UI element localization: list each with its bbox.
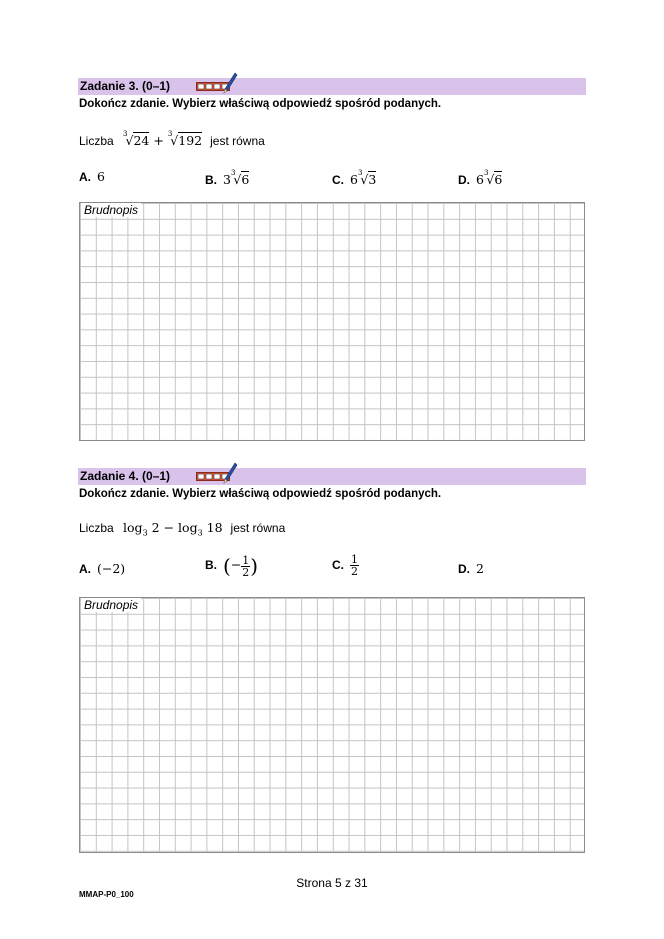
- log: log: [178, 520, 198, 535]
- task-4-title: Zadanie 4. (0–1): [80, 469, 171, 483]
- sign: −: [230, 557, 242, 573]
- answer-value: [223, 169, 250, 187]
- pen-icon: [222, 72, 238, 94]
- denominator: 2: [242, 565, 250, 579]
- page-number: Strona 5 z 31: [296, 876, 368, 890]
- radical-sign: √: [233, 172, 242, 187]
- log: log: [123, 520, 143, 535]
- numerator: 1: [351, 553, 358, 566]
- paren-open: (: [223, 554, 231, 578]
- log-argument: 18: [206, 520, 223, 535]
- task-3-instruction: Dokończ zdanie. Wybierz właściwą odpowiedź spośród podanych.: [79, 98, 442, 110]
- answer-letter: D.: [458, 173, 470, 187]
- radical-sign: √: [360, 172, 369, 187]
- task-3-scratch-grid[interactable]: [79, 202, 585, 441]
- root-index: 3: [483, 169, 489, 177]
- log-argument: 2: [151, 520, 160, 535]
- task-3-answer-a[interactable]: [79, 169, 105, 184]
- task-3-title: Zadanie 3. (0–1): [80, 79, 171, 93]
- operator: +: [153, 133, 164, 148]
- task-3-answer-c[interactable]: [332, 169, 376, 187]
- radical-sign: √: [170, 133, 179, 148]
- coef: 6: [476, 172, 484, 187]
- root-index: 3: [123, 130, 128, 138]
- denominator: 2: [351, 565, 358, 578]
- answer-value: [350, 169, 377, 187]
- fraction: [241, 555, 250, 578]
- answer-letter: A.: [79, 170, 91, 184]
- radicand: 3: [368, 172, 377, 187]
- radical-sign: √: [125, 133, 134, 148]
- paren-close: ): [250, 554, 259, 578]
- task-4-answer-d[interactable]: [458, 561, 484, 576]
- answer-letter: D.: [458, 562, 470, 576]
- task-3-answer-d[interactable]: [458, 169, 502, 187]
- scratch-label: Brudnopis: [81, 203, 141, 217]
- task-4-answer-c[interactable]: [332, 554, 359, 577]
- log-base: 3: [197, 528, 203, 538]
- radicand: 6: [241, 172, 250, 187]
- coef: 3: [223, 172, 231, 187]
- scratch-label: Brudnopis: [81, 598, 141, 612]
- task-4-prompt: [79, 520, 285, 538]
- task-3-header: [78, 78, 586, 95]
- task-4-header: [78, 468, 586, 485]
- pen-icon: [222, 462, 238, 484]
- task-4-prompt-prefix: Liczba: [79, 521, 114, 535]
- task-4-answer-a[interactable]: [79, 561, 125, 576]
- task-3-prompt-suffix: jest równa: [210, 134, 265, 148]
- numerator: 1: [242, 553, 250, 567]
- radicand: 6: [494, 172, 503, 187]
- task-3-prompt-prefix: Liczba: [79, 134, 114, 148]
- answer-value: 2: [476, 561, 484, 576]
- fraction: [350, 554, 359, 577]
- log-base: 3: [142, 528, 148, 538]
- radical-sign: √: [486, 172, 495, 187]
- task-4-answer-b[interactable]: [205, 554, 258, 578]
- radicand: 24: [133, 133, 150, 148]
- answer-value: [476, 169, 503, 187]
- root-index: 3: [357, 169, 363, 177]
- task-4-expression: [123, 520, 227, 538]
- answer-letter: B.: [205, 173, 217, 187]
- root-index: 3: [167, 130, 173, 138]
- answer-letter: A.: [79, 562, 91, 576]
- task-3-answer-b[interactable]: [205, 169, 249, 187]
- answer-letter: B.: [205, 558, 217, 573]
- answer-letter: C.: [332, 173, 344, 187]
- task-4-scratch-grid[interactable]: [79, 597, 585, 853]
- radicand: 192: [178, 133, 203, 148]
- coef: 6: [350, 172, 358, 187]
- task-3-prompt: [79, 130, 265, 148]
- answer-letter: C.: [332, 557, 344, 572]
- task-3-expression: [123, 130, 206, 148]
- answer-value: 6: [97, 169, 105, 184]
- root-index: 3: [230, 169, 236, 177]
- task-4-instruction: Dokończ zdanie. Wybierz właściwą odpowiedź spośród podanych.: [79, 488, 442, 500]
- document-code: MMAP-P0_100: [79, 890, 134, 899]
- task-4-prompt-suffix: jest równa: [230, 521, 286, 535]
- answer-value: (−2): [97, 561, 126, 576]
- operator: −: [163, 520, 175, 535]
